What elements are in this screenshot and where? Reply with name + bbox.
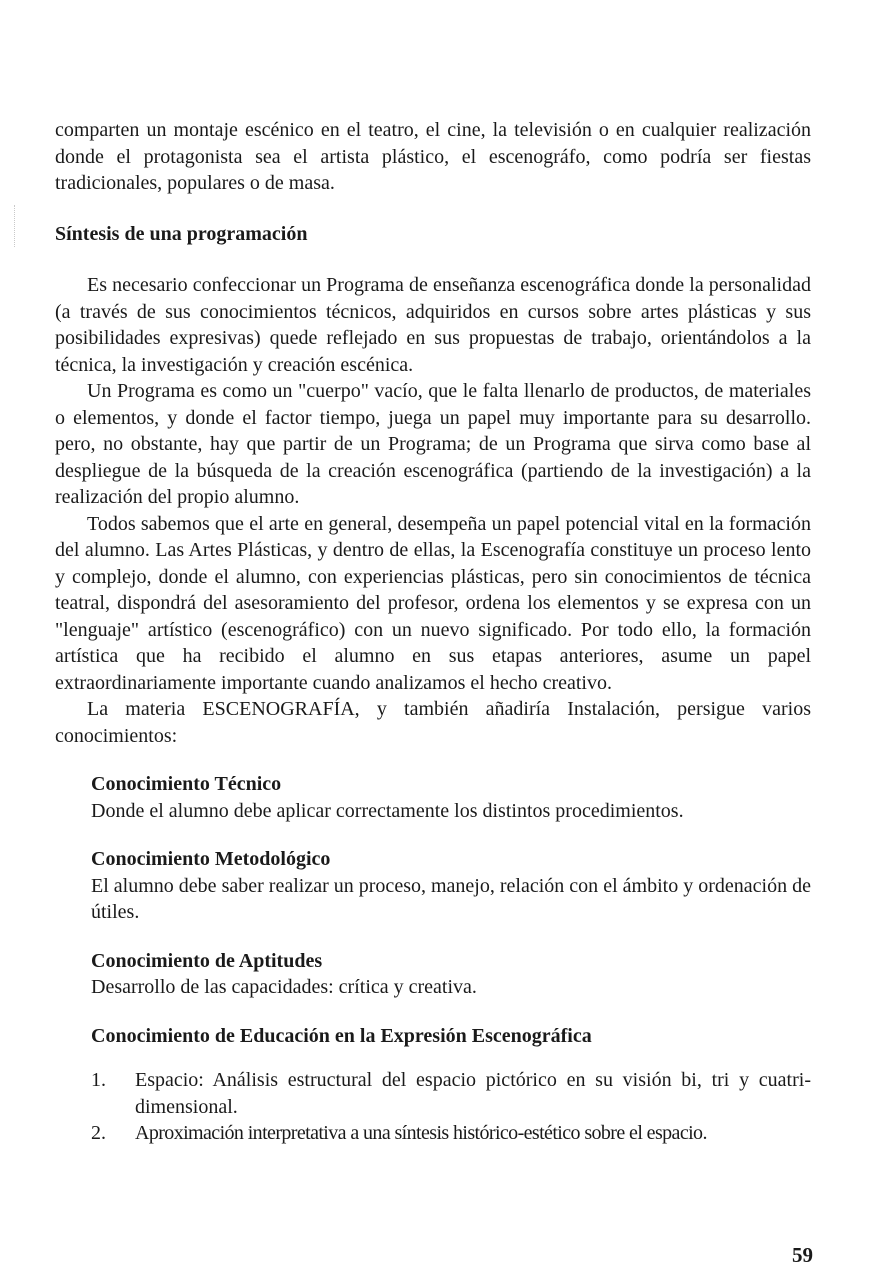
knowledge-section — [55, 771, 811, 1147]
knowledge-title: Conocimiento de Aptitudes — [91, 949, 323, 972]
page-number: 59 — [792, 1243, 813, 1267]
knowledge-text: Donde el alumno debe aplicar correctamente los distintos procedimientos. — [91, 799, 684, 822]
list-item — [91, 1067, 811, 1120]
body-paragraph: Un Programa es como un "cuerpo" vacío, que le falta llenarlo de productos, de materiales o elementos, y donde el factor tiempo, juega un papel muy importante para su desarrollo. pero, no obstante, hay que partir de un Programa; de un Programa que sirva como base al despliegue de la búsqueda de la creación escenográfica (partiendo de la investigación) a la realización del propio alumno. — [55, 380, 811, 508]
knowledge-text: Desarrollo de las capacidades: crítica y creativa. — [91, 976, 477, 998]
intro-paragraph: comparten un montaje escénico en el teatro, el cine, la televisión o en cualquier realización donde el protagonista sea el artista plástico, el escenográfo, como podría ser fiestas tradicionales, populares o de masa. — [55, 119, 811, 194]
knowledge-item — [91, 771, 811, 824]
body-paragraph: Todos sabemos que el arte en general, desempeña un papel potencial vital en la formación del alumno. Las Artes Plásticas, y dentro de ellas, la Escenografía constituye un proceso lento y complejo, donde el alumno, con experiencias plásticas, pero sin conocimientos de técnica teatral, dispondrá del asesoramiento del profesor, ordena los elementos y se expresa con un "lenguaje" artístico (escenográfico) con un nuevo significado. Por todo ello, la formación artística que ha recibido el alumno en sus etapas anteriores, asume un papel extraordinariamente importante cuando analizamos el hecho creativo. — [55, 512, 811, 694]
education-section — [91, 1023, 811, 1050]
knowledge-text: El alumno debe saber realizar un proceso, manejo, relación con el ámbito y ordenación de útiles. — [91, 874, 811, 923]
list-number: 1. — [91, 1069, 106, 1091]
body-paragraph: La materia ESCENOGRAFÍA, y también añadiría Instalación, persigue varios conocimientos: — [55, 698, 811, 747]
education-list — [91, 1067, 811, 1147]
knowledge-item — [91, 846, 811, 926]
document-page — [55, 117, 811, 1147]
body-paragraph: Es necesario confeccionar un Programa de enseñanza escenográfica donde la personalidad (a través de sus conocimientos técnicos, adquiridos en cursos sobre artes plásticas y sus posibilidades expresivas) quede reflejado en sus propuestas de trabajo, orientándolos a la técnica, la investigación y creación escénica. — [55, 274, 811, 376]
list-text: Espacio: Análisis estructural del espacio pictórico en su visión bi, tri y cuatri-dimensional. — [135, 1069, 811, 1118]
list-item — [91, 1120, 811, 1147]
scan-margin-mark — [14, 205, 16, 247]
knowledge-title: Conocimiento Técnico — [91, 773, 282, 795]
knowledge-title: Conocimiento Metodológico — [91, 848, 331, 870]
section-heading: Síntesis de una programación — [55, 222, 308, 245]
knowledge-item — [91, 948, 811, 1001]
education-heading: Conocimiento de Educación en la Expresión Escenográfica — [91, 1024, 592, 1047]
list-text: Aproximación interpretativa a una síntesis histórico-estético sobre el espacio. — [135, 1122, 707, 1144]
list-number: 2. — [91, 1122, 106, 1144]
